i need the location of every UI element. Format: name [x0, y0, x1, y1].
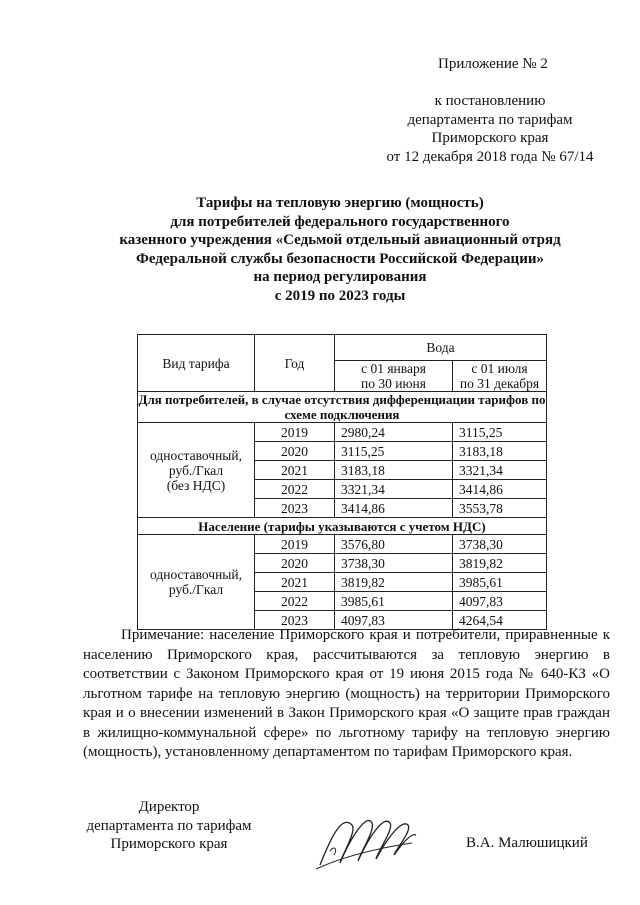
header-water: Вода	[335, 335, 547, 361]
year-cell: 2019	[255, 535, 335, 554]
decree-reference	[380, 92, 600, 166]
title-line: Федеральной службы безопасности Российской Федерации»	[136, 250, 544, 267]
signatory-position	[84, 798, 254, 854]
h1-value-cell: 3115,25	[335, 442, 453, 461]
year-cell: 2020	[255, 442, 335, 461]
h1-value-cell: 3738,30	[335, 554, 453, 573]
year-cell: 2020	[255, 554, 335, 573]
h2-value-cell: 3414,86	[453, 480, 547, 499]
h1-value-cell: 3321,34	[335, 480, 453, 499]
header-tariff-type: Вид тарифа	[138, 335, 255, 392]
h2-value-cell: 3321,34	[453, 461, 547, 480]
h2-value-cell: 3115,25	[453, 423, 547, 442]
title-line: казенного учреждения «Седьмой отдельный авиационный отряд	[119, 232, 561, 249]
tariff-type-label: одноставочный, руб./Гкал	[138, 535, 255, 630]
h2-value-cell: 3183,18	[453, 442, 547, 461]
section-heading: Для потребителей, в случае отсутствия дифференциации тарифов по схеме подключения	[138, 392, 546, 422]
decree-line: Приморского края	[431, 130, 549, 146]
section-heading: Население (тарифы указываются с учетом НДС)	[138, 518, 547, 535]
header-year: Год	[255, 335, 335, 392]
table-row	[138, 423, 547, 442]
h1-value-cell: 3576,80	[335, 535, 453, 554]
h1-value-cell: 3183,18	[335, 461, 453, 480]
header-period-1: с 01 января по 30 июня	[335, 361, 453, 392]
note-text: Примечание: население Приморского края и потребители, приравненные к населению Приморского края, рассчитываются за тепловую энергию в соответствии с Законом Приморского края от 19 июня 2015 года № 640-КЗ «О льготном тарифе на тепловую энергию (мощность) на территории Приморского края и о внесении изменений в Закон Приморского края «О защите прав граждан в жилищно-коммунальной сфере» по льготному тарифу на тепловую энергию (мощность), установленному департаментом по тарифам Приморского края.	[83, 627, 610, 760]
tariff-type-label: одноставочный, руб./Гкал (без НДС)	[138, 423, 255, 518]
decree-line: к постановлению	[434, 93, 546, 109]
year-cell: 2019	[255, 423, 335, 442]
year-cell: 2022	[255, 592, 335, 611]
annex-number: Приложение № 2	[438, 56, 548, 72]
position-line: департамента по тарифам	[86, 817, 252, 834]
h1-value-cell: 3819,82	[335, 573, 453, 592]
title-line: Тарифы на тепловую энергию (мощность)	[196, 195, 484, 211]
header-period-2: с 01 июля по 31 декабря	[453, 361, 547, 392]
h1-value-cell: 3985,61	[335, 592, 453, 611]
h2-value-cell: 3553,78	[453, 499, 547, 518]
h1-value-cell: 3414,86	[335, 499, 453, 518]
position-line: Директор	[138, 799, 200, 815]
h2-value-cell: 3985,61	[453, 573, 547, 592]
document-title	[80, 194, 600, 306]
h1-value-cell: 2980,24	[335, 423, 453, 442]
year-cell: 2023	[255, 499, 335, 518]
year-cell: 2021	[255, 573, 335, 592]
signatory-name: В.А. Малюшицкий	[466, 835, 588, 851]
table-row	[138, 535, 547, 554]
title-line: для потребителей федерального государственного	[170, 213, 510, 230]
title-line: на период регулирования	[253, 269, 427, 286]
decree-line: департамента по тарифам	[407, 111, 573, 128]
h2-value-cell: 4264,54	[453, 611, 547, 630]
note-paragraph	[83, 626, 610, 763]
h1-value-cell: 4097,83	[335, 611, 453, 630]
h2-value-cell: 4097,83	[453, 592, 547, 611]
h2-value-cell: 3738,30	[453, 535, 547, 554]
year-cell: 2022	[255, 480, 335, 499]
year-cell: 2023	[255, 611, 335, 630]
tariff-table	[137, 334, 547, 630]
position-line: Приморского края	[110, 836, 228, 852]
h2-value-cell: 3819,82	[453, 554, 547, 573]
decree-line: от 12 декабря 2018 года № 67/14	[386, 148, 594, 165]
handwritten-signature	[312, 805, 422, 875]
title-line: с 2019 по 2023 годы	[274, 287, 406, 304]
year-cell: 2021	[255, 461, 335, 480]
